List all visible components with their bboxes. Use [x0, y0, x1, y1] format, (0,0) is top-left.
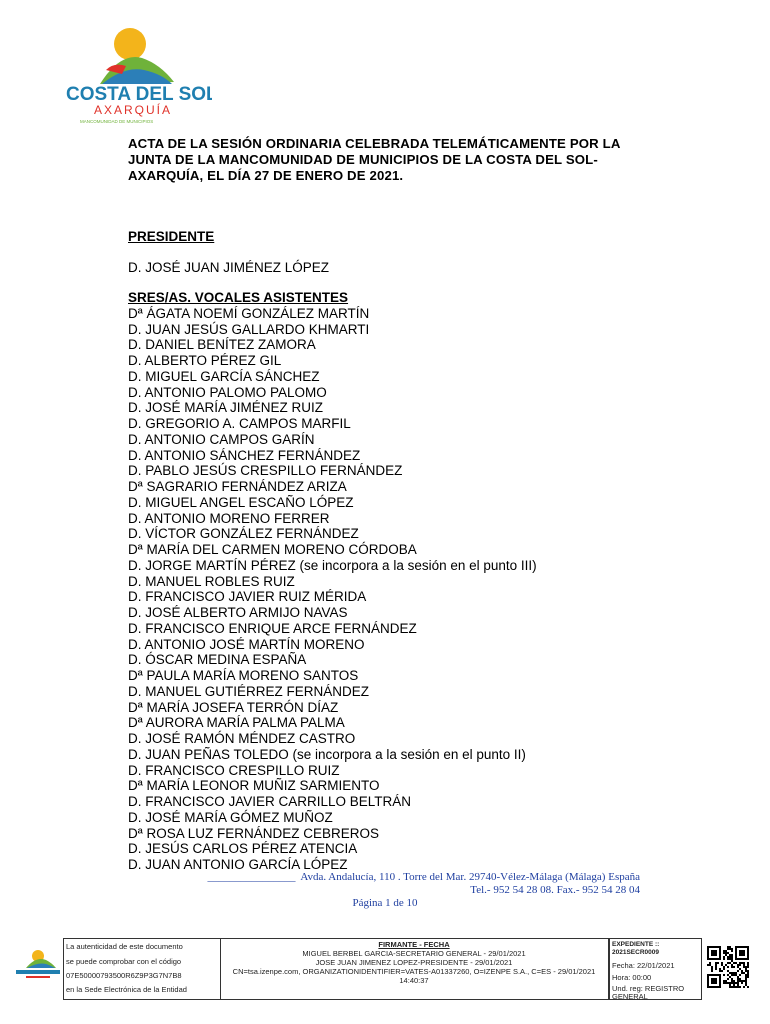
firmante-line: JOSE JUAN JIMENEZ LOPEZ-PRESIDENTE - 29/01/2021 [315, 958, 513, 967]
vocales-section [128, 290, 537, 873]
vocal-item: Dª ROSA LUZ FERNÁNDEZ CEBREROS [128, 825, 380, 841]
vocal-item: D. ANTONIO SÁNCHEZ FERNÁNDEZ [128, 447, 361, 463]
vocal-item: D. VÍCTOR GONZÁLEZ FERNÁNDEZ [128, 526, 359, 542]
expediente-code: 2021SECR0009 [612, 949, 659, 956]
vocal-item: D. JORGE MARTÍN PÉREZ (se incorpora a la sesión en el punto III) [128, 557, 537, 573]
footer-address-text: Avda. Andalucía, 110 . Torre del Mar. 29740-Vélez-Málaga (Málaga) España [300, 871, 640, 883]
vocal-item: D. MANUEL GUTIÉRREZ FERNÁNDEZ [128, 683, 370, 699]
firmante-line: 14:40:37 [399, 976, 429, 985]
vocal-item: D. FRANCISCO JAVIER CARRILLO BELTRÁN [128, 794, 412, 809]
vocal-item: D. FRANCISCO JAVIER RUIZ MÉRIDA [128, 589, 367, 605]
vocales-list [128, 306, 537, 873]
vocal-item: Dª MARÍA LEONOR MUÑIZ SARMIENTO [128, 778, 380, 794]
logo-brand: COSTA DEL SOL [66, 84, 212, 105]
vocales-heading: SRES/AS. VOCALES ASISTENTES [128, 290, 349, 305]
vocal-item: D. JUAN JESÚS GALLARDO KHMARTI [128, 321, 370, 337]
expediente-box [608, 938, 702, 1000]
auth-line: se puede comprobar con el código [66, 957, 182, 966]
vocal-item: Dª SAGRARIO FERNÁNDEZ ARIZA [128, 479, 347, 494]
firmante-line: CN=tsa.izenpe.com, ORGANIZATIONIDENTIFIER=VATES-A01337260, O=IZENPE S.A., C=ES - 29/01/2021 [232, 967, 596, 976]
vocal-item: D. DANIEL BENÍTEZ ZAMORA [128, 337, 316, 353]
auth-line: en la Sede Electrónica de la Entidad [66, 985, 187, 994]
vocal-item: Dª AURORA MARÍA PALMA PALMA [128, 715, 345, 731]
footer-address [150, 871, 640, 897]
small-logo [12, 948, 64, 982]
vocal-item: D. JUAN ANTONIO GARCÍA LÓPEZ [128, 857, 348, 872]
page-number: Página 1 de 10 [352, 897, 418, 909]
vocal-item: D. FRANCISCO CRESPILLO RUIZ [128, 762, 340, 778]
footer-phone: Tel.- 952 54 28 08. Fax.- 952 54 28 04 [470, 884, 640, 896]
vocal-item: Dª PAULA MARÍA MORENO SANTOS [128, 668, 359, 683]
vocal-item: D. ANTONIO JOSÉ MARTÍN MORENO [128, 636, 365, 652]
vocal-item: D. ALBERTO PÉREZ GIL [128, 353, 282, 368]
vocal-item: D. JOSÉ MARÍA JIMÉNEZ RUIZ [128, 400, 324, 416]
authenticity-box [63, 938, 221, 1000]
logo-sub: AXARQUÍA [94, 103, 173, 117]
logo [62, 22, 212, 127]
vocal-item: Dª ÁGATA NOEMÍ GONZÁLEZ MARTÍN [128, 305, 370, 321]
vocal-item: D. ANTONIO CAMPOS GARÍN [128, 431, 315, 447]
signature-strip [10, 936, 758, 1000]
vocal-item: Dª MARÍA DEL CARMEN MORENO CÓRDOBA [128, 542, 417, 557]
expediente-fecha: Fecha: 22/01/2021 [612, 961, 675, 970]
presidente-heading: PRESIDENTE [128, 229, 215, 244]
vocal-item: D. JOSÉ MARÍA GÓMEZ MUÑOZ [128, 809, 333, 825]
vocal-item: D. JOSÉ RAMÓN MÉNDEZ CASTRO [128, 731, 356, 746]
vocal-item: D. GREGORIO A. CAMPOS MARFIL [128, 416, 351, 431]
auth-code: 07E50000793500R6Z9P3G7N7B8 [66, 971, 182, 980]
expediente-registro: Und. reg: REGISTRO GENERAL [612, 984, 685, 1001]
document-title: ACTA DE LA SESIÓN ORDINARIA CELEBRADA TELEMÁTICAMENTE POR LA JUNTA DE LA MANCOMUNIDAD DE MUNICIPIOS DE LA COSTA DEL SOL-AXARQUÍA, EL DÍA 27 DE ENERO DE 2021. [128, 136, 621, 183]
firmante-header: FIRMANTE - FECHA [378, 940, 450, 949]
firmante-box [219, 938, 610, 1000]
firmante-line: MIGUEL BERBEL GARCIA-SECRETARIO GENERAL - 29/01/2021 [302, 949, 526, 958]
qr-code [707, 946, 749, 988]
vocal-item: D. JESÚS CARLOS PÉREZ ATENCIA [128, 841, 358, 857]
logo-tagline: MANCOMUNIDAD DE MUNICIPIOS [80, 119, 154, 124]
vocal-item: D. JOSÉ ALBERTO ARMIJO NAVAS [128, 605, 348, 620]
expediente-header: EXPEDIENTE :: [612, 941, 660, 948]
vocal-item: D. MIGUEL GARCÍA SÁNCHEZ [128, 368, 320, 384]
vocal-item: D. MIGUEL ANGEL ESCAÑO LÓPEZ [128, 494, 354, 510]
vocal-item: D. MANUEL ROBLES RUIZ [128, 573, 295, 589]
vocal-item: D. PABLO JESÚS CRESPILLO FERNÁNDEZ [128, 463, 403, 479]
footer-rule: ________________ [207, 871, 296, 883]
expediente-hora: Hora: 00:00 [612, 973, 652, 982]
vocal-item: Dª MARÍA JOSEFA TERRÓN DÍAZ [128, 699, 339, 715]
auth-line: La autenticidad de este documento [66, 942, 183, 951]
vocal-item: D. ÓSCAR MEDINA ESPAÑA [128, 652, 307, 668]
presidente-name: D. JOSÉ JUAN JIMÉNEZ LÓPEZ [128, 260, 330, 275]
vocal-item: D. FRANCISCO ENRIQUE ARCE FERNÁNDEZ [128, 620, 417, 636]
vocal-item: D. ANTONIO PALOMO PALOMO [128, 384, 327, 400]
vocal-item: D. JUAN PEÑAS TOLEDO (se incorpora a la sesión en el punto II) [128, 746, 526, 762]
vocal-item: D. ANTONIO MORENO FERRER [128, 510, 330, 526]
